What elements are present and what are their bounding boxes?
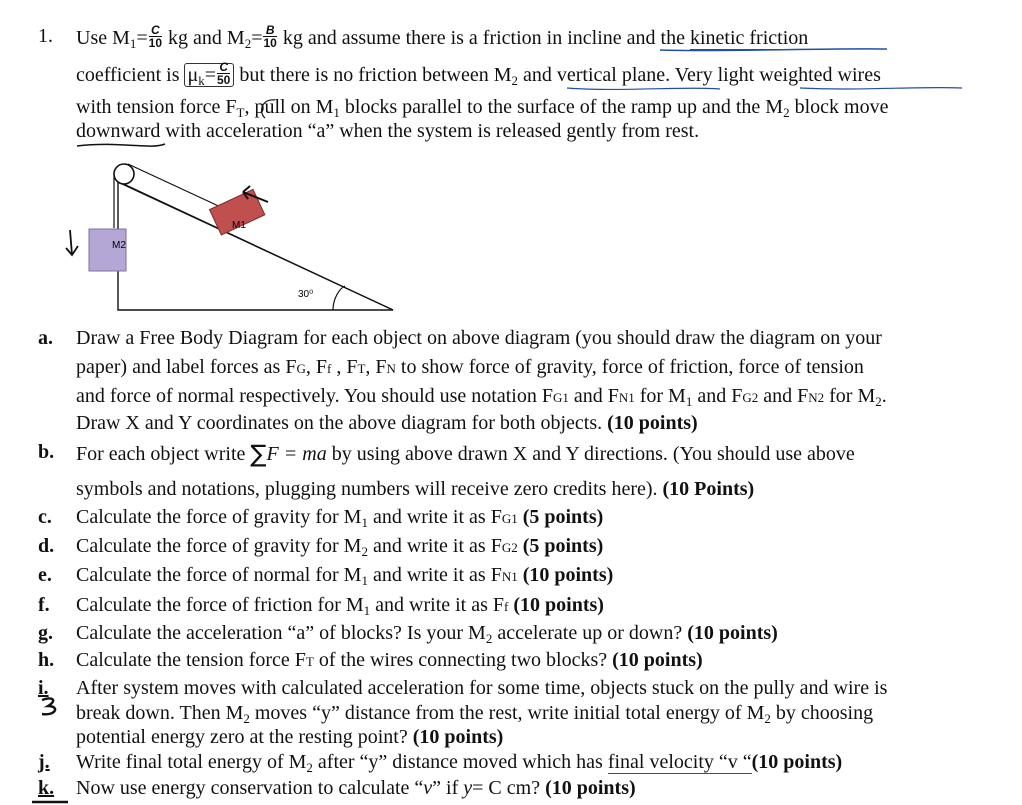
question-b-line-2: symbols and notations, plugging numbers will receive zero credits here). (10 Points): [76, 478, 755, 500]
question-c: c. Calculate the force of gravity for $M_1$ and write it as FG1 (5 points): [38, 506, 604, 530]
problem-number: 1.: [38, 25, 53, 47]
kinetic-friction-underlined: kinetic friction: [689, 27, 809, 49]
statement-line-1: Use $M_1=$ $\frac{C}{10}$ kg and $M_2=$ $\frac{B}{10}$ kg and assume there is a friction in incline and the kinetic friction: [76, 22, 809, 51]
mu-fraction: $\frac{C}{50}$: [217, 59, 231, 87]
question-k: k. Now use energy conservation to calculate “v” if y= C cm? (10 points): [38, 777, 636, 799]
angle-label: 30⁰: [298, 289, 314, 300]
statement-line-4: downward with acceleration “a” when the system is released gently from rest.: [76, 120, 700, 142]
question-i: i. After system moves with calculated acceleration for some time, objects stuck on the pully and wire is: [38, 677, 888, 699]
incline-diagram: [0, 150, 420, 320]
question-f: f. Calculate the force of friction for $M_1$ and write it as Ff (10 points): [38, 594, 604, 618]
sigma-symbol: ∑: [250, 440, 267, 468]
question-h: h. Calculate the tension force FT of the wires connecting two blocks? (10 points): [38, 649, 703, 671]
vertical-plane-underline: [567, 88, 720, 89]
m1-label: M1: [232, 220, 246, 231]
mu-k-boxed: $\mu_k=$ $\frac{C}{50}$: [184, 63, 234, 87]
annotation-marks: [0, 0, 1022, 160]
question-b: b. For each object write ∑F = ma by using above drawn X and Y directions. (You should use above: [38, 440, 855, 468]
mass1-fraction: $\frac{C}{10}$: [148, 22, 163, 50]
question-a-line-2: paper) and label forces as FG, Ff , FT, FN to show force of gravity, force of friction, force of tension: [76, 356, 864, 378]
question-i-line-3: potential energy zero at the resting point? (10 points): [76, 726, 504, 748]
downward-underline: [77, 144, 165, 146]
question-a-line-3: and force of normal respectively. You should use notation FG1 and FN1 for $M_1$ and FG2 and FN2 for $M_2$.: [76, 385, 887, 409]
m2-label: M2: [112, 240, 126, 251]
statement-line-3: with tension force $F_T$, pull on $M_1$ blocks parallel to the surface of the ramp up and the $M_2$ block move: [76, 96, 889, 120]
formula-f-ma: F = ma: [266, 443, 327, 465]
wires-underline: [800, 88, 962, 89]
k-underline-mark: [30, 798, 70, 805]
question-d: d. Calculate the force of gravity for $M_2$ and write it as FG2 (5 points): [38, 535, 604, 559]
final-velocity-underlined: final velocity “v “: [607, 751, 752, 773]
m2-arrow-icon: [70, 230, 72, 255]
question-a-line-4: Draw X and Y coordinates on the above diagram for both objects. (10 points): [76, 412, 698, 434]
mass2-fraction: $\frac{B}{10}$: [263, 22, 277, 50]
statement-line-2: coefficient is $\mu_k=$ $\frac{C}{50}$ but there is no friction between $M_2$ and vertical plane. Very light weighted wires: [76, 59, 881, 88]
question-g: g. Calculate the acceleration “a” of blocks? Is your $M_2$ accelerate up or down? (10 points): [38, 622, 778, 646]
question-j: j. Write final total energy of $M_2$ after “y” distance moved which has final velocity “v “(10 points): [38, 751, 843, 775]
question-i-line-2: break down. Then $M_2$ moves “y” distance from the rest, write initial total energy of $M_2$ by choosing: [76, 702, 874, 726]
pulley-icon: [114, 164, 134, 184]
tension-circle: [262, 100, 275, 118]
question-e: e. Calculate the force of normal for $M_1$ and write it as FN1 (10 points): [38, 564, 614, 588]
question-a: a. Draw a Free Body Diagram for each object on above diagram (you should draw the diagram on your: [38, 327, 882, 349]
kinetic-friction-underline: [660, 49, 887, 51]
handwritten-3-icon: [38, 694, 64, 720]
